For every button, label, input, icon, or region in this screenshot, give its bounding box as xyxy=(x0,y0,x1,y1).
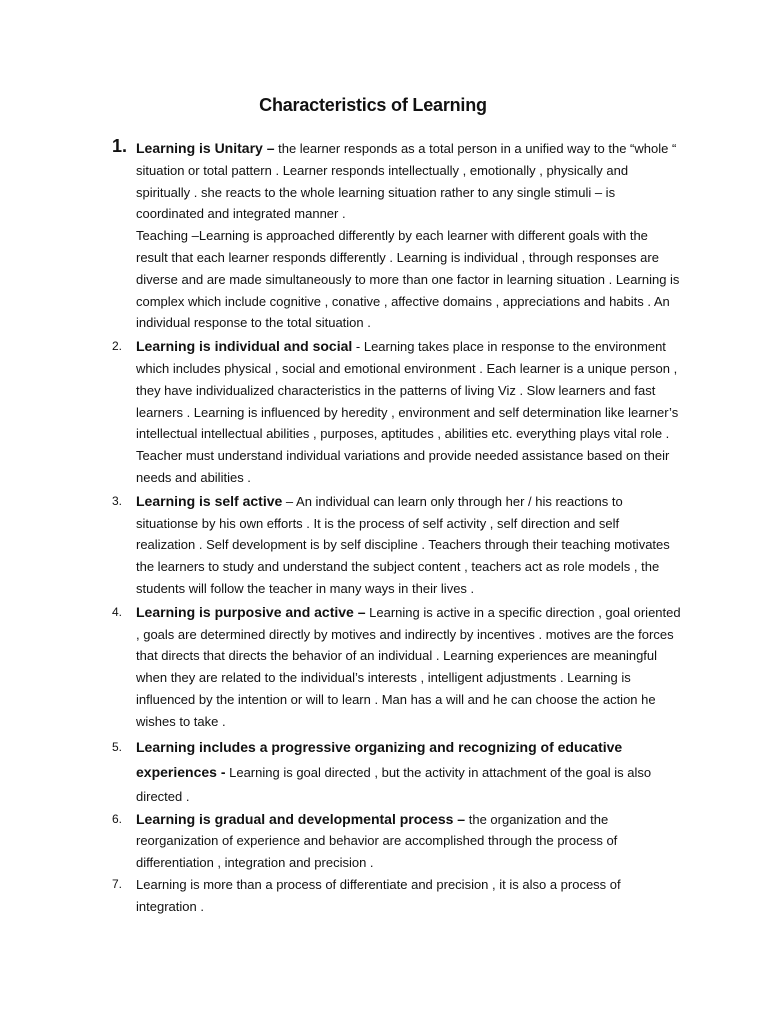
item-heading: Learning includes a progressive organizing and recognizing of educative experiences - xyxy=(136,738,623,780)
item-text: the organization and the reorganization of experience and behavior are accomplished through the process of differentiation , integration and precision . xyxy=(136,811,618,871)
list-item xyxy=(112,336,682,489)
item-number: 1. xyxy=(112,136,128,156)
item-text: Learning is more than a process of differentiate and precision , it is also a process of integration . xyxy=(136,876,621,914)
item-number: 7. xyxy=(112,876,123,891)
item-text: - Learning takes place in response to the environment which includes physical , social and emotional environment . Each learner is a unique person , they have individualized characteristics in the patterns of living Viz . Slow learners and fast learners . Learning is influenced by heredity , environment and self determination like learner’s intellectual intellectual abilities , purposes, aptitudes , abilities etc. everything plays vital role . Teacher must understand individual variations and provide needed assistance based on their needs and abilities . xyxy=(136,339,679,485)
item-number: 5. xyxy=(112,739,123,754)
list-item xyxy=(112,809,682,874)
item-heading: Learning is gradual and developmental process – xyxy=(136,810,466,827)
list-item xyxy=(112,735,682,809)
item-extra-paragraph: Teaching –Learning is approached differently by each learner with different goals with the result that each learner responds differently . Learning is individual , through responses are diverse and are made simultaneously to more than one factor in learning situation . Learning is complex which include cognitive , conative , affective domains , appreciations and habits . An individual response to the total situation . xyxy=(136,228,680,331)
item-number: 2. xyxy=(112,339,123,354)
item-number: 3. xyxy=(112,493,123,508)
list-item xyxy=(112,491,682,600)
list-item xyxy=(112,138,682,334)
characteristics-list xyxy=(112,138,682,918)
item-heading: Learning is individual and social xyxy=(136,338,353,355)
list-item xyxy=(112,874,682,918)
item-text: the learner responds as a total person in a unified way to the “whole “ situation or total pattern . Learner responds intellectually , emotionally , physically and spiritually . she reacts to the whole learning situation rather to any single stimuli – is coordinated and integrated manner . xyxy=(136,141,677,222)
item-heading: Learning is self active xyxy=(136,492,283,509)
list-item xyxy=(112,602,682,733)
document-title: Characteristics of Learning xyxy=(259,95,487,115)
item-number: 6. xyxy=(112,811,123,826)
item-number: 4. xyxy=(112,604,123,619)
item-text: – An individual can learn only through her / his reactions to situationse by his own efforts . It is the process of self activity , self direction and self realization . Self development is by self discipline . Teachers through their teaching motivates the learners to study and understand the subject content , teachers act as role models , the students will follow the teacher in many ways in their lives . xyxy=(136,493,670,596)
item-text: Learning is goal directed , but the activity in attachment of the goal is also directed . xyxy=(136,764,652,804)
item-text: Learning is active in a specific direction , goal oriented , goals are determined directly by motives and indirectly by incentives . motives are the forces that directs that directs the behavior of an individual . Learning experiences are meaningful when they are related to the individual’s interests , intelligent adjustments . Learning is influenced by the intention or will to learn . Man has a will and he can choose the action he wishes to take . xyxy=(136,604,681,729)
item-heading: Learning is purposive and active – xyxy=(136,603,366,620)
item-heading: Learning is Unitary – xyxy=(136,140,275,156)
